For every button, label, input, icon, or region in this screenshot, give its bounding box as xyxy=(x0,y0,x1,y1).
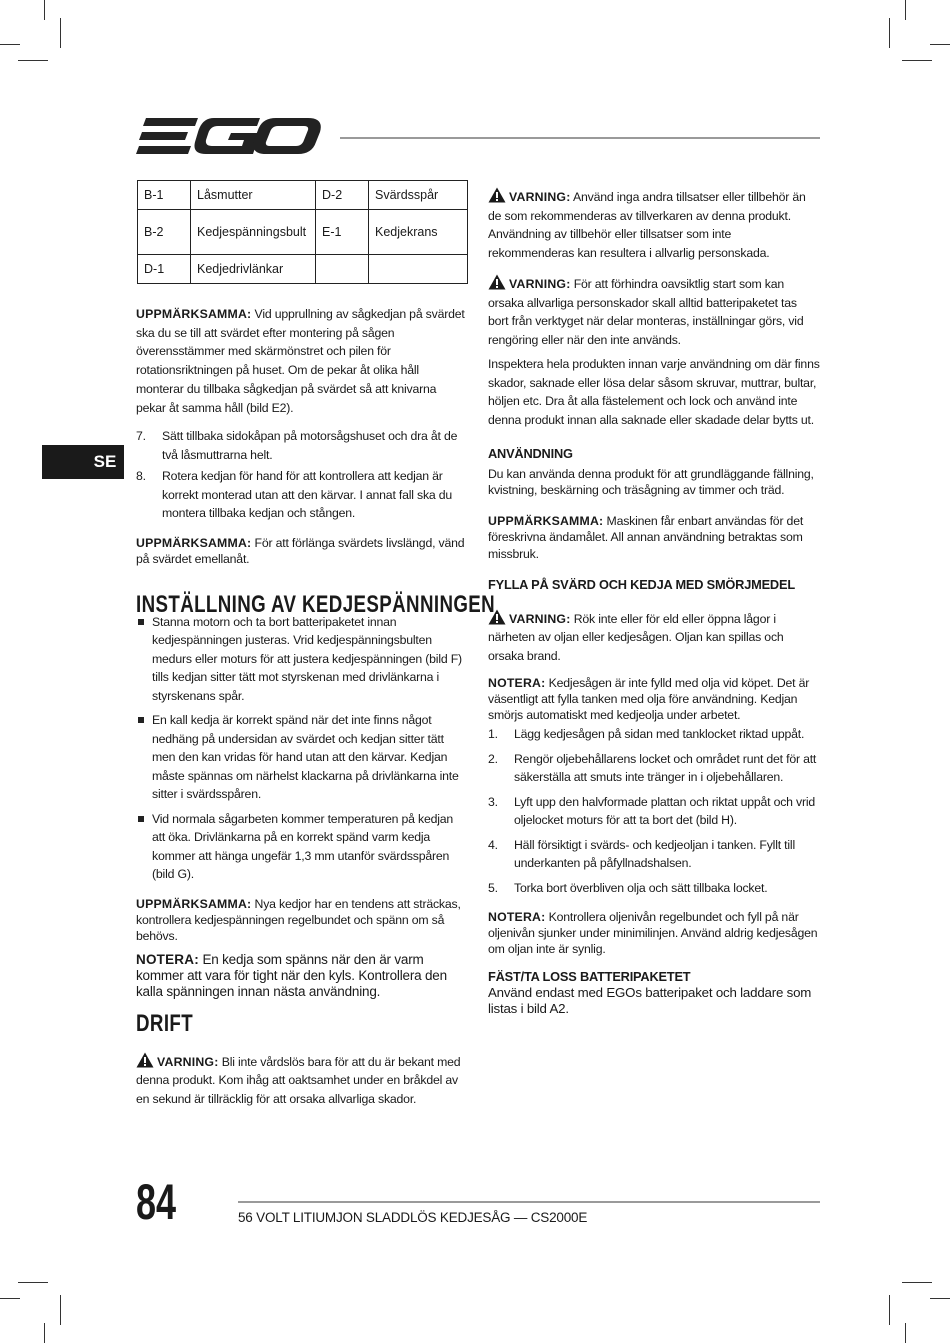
language-tab-label: SE xyxy=(93,452,117,471)
warning-icon xyxy=(488,274,506,290)
crop-mark xyxy=(44,1323,45,1343)
table-row xyxy=(138,255,468,284)
crop-mark xyxy=(44,0,45,20)
list-text: Lyft upp den halvformade plattan och riktat uppåt och vrid oljelocket moturs för att ta bort det (bild H). xyxy=(514,794,816,827)
note-label: UPPMÄRKSAMMA: xyxy=(488,513,604,528)
crop-mark xyxy=(902,60,932,61)
warning-label: VARNING: xyxy=(157,1054,219,1069)
list-number: 8. xyxy=(136,469,146,484)
part-code: D-1 xyxy=(138,255,191,284)
list-text: Vid normala sågarbeten kommer temperaturen på kedjan att öka. Drivlänkarna på en korrekt spänd varm kedja kommer att hänga ungefär 1,3 mm utanför svärdsspåren (bild G). xyxy=(152,811,454,882)
list-text: Sätt tillbaka sidokåpan på motorsågshuset och dra åt de två låsmuttrarna helt. xyxy=(162,429,458,462)
list-item xyxy=(136,427,468,464)
warning-text: Rök inte eller för eld eller öppna lågor i närheten av oljan eller kedjesågen. Oljan kan spillas och orsaka brand. xyxy=(488,611,784,663)
warning-paragraph xyxy=(488,274,820,349)
body-paragraph: Inspektera hela produkten innan varje användning om där finns skador, saknade eller lösa delar såsom skruvar, muttrar, bultar, höljen etc. Dra åt alla fästelement och lock och använd inte denna produkt innan alla saknade eller skadade delar bytts ut. xyxy=(488,357,820,427)
warning-icon xyxy=(488,187,506,203)
warning-text: För att förhindra oavsiktlig start som kan orsaka allvarliga personskador skall alltid batteripaketet tas bort från verktyget när delar monteras, inställningar görs, vid rengöring eller när den inte används. xyxy=(488,277,804,347)
list-number: 4. xyxy=(488,837,498,852)
list-item xyxy=(488,793,820,830)
note-paragraph xyxy=(136,952,468,1000)
steps-list xyxy=(136,427,468,523)
list-item xyxy=(136,810,468,884)
crop-mark xyxy=(905,1323,906,1343)
page-number: 84 xyxy=(136,1174,177,1230)
warning-text: Bli inte vårdslös bara för att du är bekant med denna produkt. Kom ihåg att oaktsamhet under en bråkdel av en sekund är tillräcklig för att orsaka allvarliga skador. xyxy=(136,1054,461,1106)
crop-mark xyxy=(18,60,48,61)
warning-paragraph xyxy=(488,187,820,262)
note-paragraph xyxy=(136,896,468,944)
note-label: NOTERA: xyxy=(488,910,546,924)
note-label: UPPMÄRKSAMMA: xyxy=(136,896,252,911)
list-text: Lägg kedjesågen på sidan med tanklocket riktad uppåt. xyxy=(514,727,805,741)
note-paragraph xyxy=(136,305,468,417)
list-item xyxy=(488,879,820,898)
warning-icon xyxy=(136,1052,154,1068)
list-text: En kall kedja är korrekt spänd när det inte finns något nedhäng på undersidan av svärdet och kedjan sitter tätt men den kan vridas för hand utan att den kärvar. Kedjan måste spännas om närhelst klackarna på drivlänkarna inte sitter i svärdsspåren. xyxy=(152,713,459,802)
part-code: D-2 xyxy=(316,181,369,210)
crop-mark xyxy=(930,1298,950,1299)
crop-mark xyxy=(60,18,61,48)
note-text: För att förlänga svärdets livslängd, vänd på svärdet emellanåt. xyxy=(136,535,465,566)
section-heading: FYLLA PÅ SVÄRD OCH KEDJA MED SMÖRJMEDEL xyxy=(488,577,795,592)
list-item xyxy=(136,613,468,706)
note-label: UPPMÄRKSAMMA: xyxy=(136,535,252,550)
section-heading: ANVÄNDNING xyxy=(488,446,573,461)
list-item xyxy=(136,711,468,804)
footer-title: 56 VOLT LITIUMJON SLADDLÖS KEDJESÅG — CS2000E xyxy=(238,1210,588,1225)
steps-list xyxy=(488,725,820,897)
warning-paragraph xyxy=(488,609,820,666)
crop-mark xyxy=(905,0,906,20)
list-number: 3. xyxy=(488,794,498,809)
left-column xyxy=(136,305,496,1108)
footer-rule xyxy=(238,1201,820,1203)
table-row xyxy=(138,210,468,255)
note-text: Kedjesågen är inte fylld med olja vid köpet. Det är väsentligt att fylla tanken med olja före användning. Kedjan smörjs automatiskt med kedjeolja under arbetet. xyxy=(488,676,810,722)
list-item xyxy=(488,750,820,787)
note-text: En kedja som spänns när den är varm kommer att vara för tight när den kyls. Kontrollera den kalla spänningen innan nästa användning. xyxy=(136,951,447,999)
note-text: Nya kedjor har en tendens att sträckas, kontrollera kedjespänningen regelbundet och spänn om så behövs. xyxy=(136,896,461,943)
bullet-icon xyxy=(138,717,144,723)
crop-mark xyxy=(889,1295,890,1325)
part-name: Kedjespänningsbult xyxy=(191,210,316,255)
warning-text: Använd inga andra tillsatser eller tillbehör än de som rekommenderas av tillverkaren av denna produkt. Användning av tillbehör eller tillsatser som inte rekommenderas kan resultera i allvarlig personskada. xyxy=(488,190,806,260)
note-label: NOTERA: xyxy=(136,951,199,967)
note-label: NOTERA: xyxy=(488,676,546,690)
list-text: Häll försiktigt i svärds- och kedjeoljan i tanken. Fyllt till underkanten på påfyllnadshalsen. xyxy=(514,837,795,870)
part-code: E-1 xyxy=(316,210,369,255)
part-code: B-2 xyxy=(138,210,191,255)
part-name: Låsmutter xyxy=(191,181,316,210)
part-name: Svärdsspår xyxy=(369,181,468,210)
list-number: 7. xyxy=(136,429,146,444)
note-text: Vid upprullning av sågkedjan på svärdet ska du se till att svärdet efter montering på sågen överensstämmer med skärmönstret och pilen för rotationsriktningen på huset. Om de pekar åt olika håll monterar du tillbaka sågkedjan på svärdet så att knivarna pekar åt samma håll (bild E2). xyxy=(136,307,465,415)
note-text: Maskinen får enbart användas för det föreskrivna ändamålet. All annan användning betraktas som missbruk. xyxy=(488,513,804,561)
language-tab xyxy=(42,445,124,479)
list-text: Rengör oljebehållarens locket och området runt det för att säkerställa att smuts inte tränger in i oljebehållaren. xyxy=(514,751,817,784)
warning-label: VARNING: xyxy=(509,611,571,626)
note-paragraph xyxy=(488,909,820,957)
part-name: Kedjedrivlänkar xyxy=(191,255,316,284)
part-name xyxy=(369,255,468,284)
note-paragraph xyxy=(136,535,468,567)
parts-table xyxy=(137,180,468,284)
list-number: 5. xyxy=(488,880,498,895)
crop-mark xyxy=(0,44,20,45)
table-row xyxy=(138,181,468,210)
list-item xyxy=(488,836,820,873)
list-item xyxy=(136,467,468,523)
list-text: Torka bort överbliven olja och sätt tillbaka locket. xyxy=(514,880,768,895)
crop-mark xyxy=(0,1298,20,1299)
crop-mark xyxy=(902,1282,932,1283)
note-label: UPPMÄRKSAMMA: xyxy=(136,307,252,321)
list-text: Rotera kedjan för hand för att kontrollera att kedjan är korrekt monterad utan att den kärvar. I annat fall ska du montera tillbaka kedjan och stången. xyxy=(162,469,453,521)
bullet-list xyxy=(136,613,468,884)
part-name: Kedjekrans xyxy=(369,210,468,255)
crop-mark xyxy=(889,18,890,48)
right-column xyxy=(488,187,820,1017)
list-number: 1. xyxy=(488,727,498,741)
warning-paragraph xyxy=(136,1052,468,1109)
section-heading: INSTÄLLNING AV KEDJESPÄNNINGEN xyxy=(136,590,496,618)
section-heading: FÄST/TA LOSS BATTERIPAKETET xyxy=(488,969,691,984)
warning-icon xyxy=(488,609,506,625)
list-text: Stanna motorn och ta bort batteripaketet innan kedjespänningen justeras. Vrid kedjespänningsbulten medurs eller moturs för att justera kedjespänningen (bild F) tills kedjan sitter tätt mot styrskenan med drivlänkarna i styrskenans spår. xyxy=(152,614,462,703)
note-paragraph xyxy=(488,513,820,563)
body-paragraph: Använd endast med EGOs batteripaket och laddare som listas i bild A2. xyxy=(488,985,812,1016)
crop-mark xyxy=(60,1295,61,1325)
crop-mark xyxy=(18,1282,48,1283)
bullet-icon xyxy=(138,619,144,625)
bullet-icon xyxy=(138,816,144,822)
list-number: 2. xyxy=(488,751,498,766)
part-code xyxy=(316,255,369,284)
warning-label: VARNING: xyxy=(509,277,571,291)
section-heading: DRIFT xyxy=(136,1009,194,1037)
part-code: B-1 xyxy=(138,181,191,210)
header-rule xyxy=(340,137,820,139)
note-paragraph xyxy=(488,675,820,723)
list-item xyxy=(488,725,820,744)
note-text: Kontrollera oljenivån regelbundet och fyll på när oljenivån sjunker under minimilinjen. Använd aldrig kedjesågen om oljan inte är synlig. xyxy=(488,910,818,956)
body-paragraph: Du kan använda denna produkt för att grundläggande fällning, kvistning, beskärning och träsågning av timmer och träd. xyxy=(488,466,814,497)
warning-label: VARNING: xyxy=(509,190,571,204)
crop-mark xyxy=(930,44,950,45)
ego-logo xyxy=(136,116,322,158)
